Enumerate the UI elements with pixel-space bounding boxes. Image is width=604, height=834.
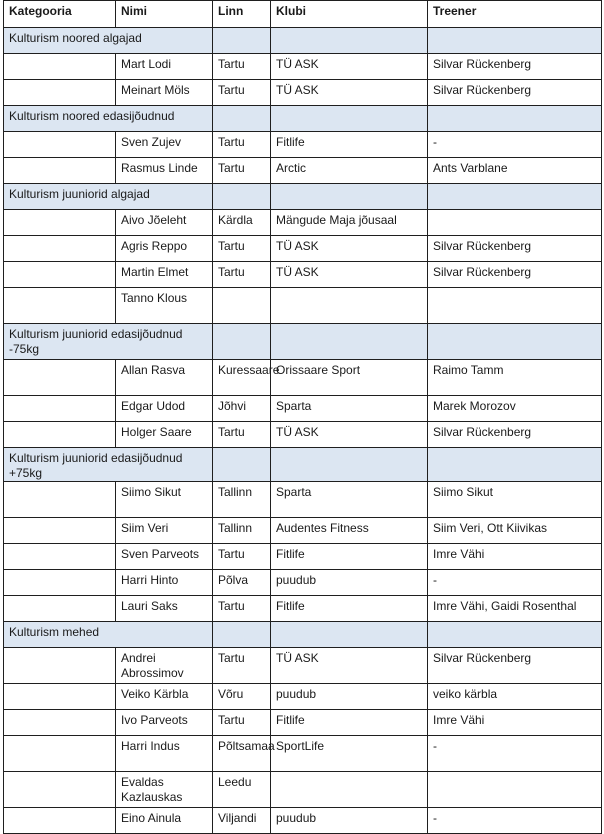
category-blank-cell xyxy=(4,396,116,422)
category-blank-cell xyxy=(4,544,116,570)
category-title: Kulturism juuniorid edasijõudnud +75kg xyxy=(4,448,213,482)
category-blank-cell xyxy=(4,236,116,262)
header-coach: Treener xyxy=(428,1,602,28)
category-row xyxy=(4,106,602,132)
athlete-name-cell: Harri Indus xyxy=(116,736,213,772)
athlete-name-cell: Sven Parveots xyxy=(116,544,213,570)
table-row xyxy=(4,236,602,262)
club-cell: TÜ ASK xyxy=(271,262,428,288)
table-row xyxy=(4,132,602,158)
athlete-name-cell: Allan Rasva xyxy=(116,360,213,396)
club-cell: TÜ ASK xyxy=(271,54,428,80)
athlete-name-cell: Aivo Jõeleht xyxy=(116,210,213,236)
coach-cell: - xyxy=(428,808,602,834)
table-row xyxy=(4,158,602,184)
category-blank-cell xyxy=(4,596,116,622)
category-blank-cell xyxy=(4,422,116,448)
city-cell: Leedu xyxy=(213,772,271,808)
category-blank-cell xyxy=(4,518,116,544)
category-title: Kulturism juuniorid edasijõudnud -75kg xyxy=(4,324,213,360)
header-row xyxy=(4,1,602,28)
category-blank-cell xyxy=(4,210,116,236)
table-row xyxy=(4,288,602,324)
athlete-name-cell: Harri Hinto xyxy=(116,570,213,596)
category-empty-cell xyxy=(428,324,602,360)
coach-cell: Siimo Sikut xyxy=(428,482,602,518)
coach-cell: Silvar Rückenberg xyxy=(428,422,602,448)
category-blank-cell xyxy=(4,54,116,80)
table-row xyxy=(4,360,602,396)
athlete-name-cell: Lauri Saks xyxy=(116,596,213,622)
club-cell: Fitlife xyxy=(271,710,428,736)
athlete-name-cell: Siimo Sikut xyxy=(116,482,213,518)
table-row xyxy=(4,396,602,422)
header-category: Kategooria xyxy=(4,1,116,28)
category-blank-cell xyxy=(4,684,116,710)
coach-cell: Ants Varblane xyxy=(428,158,602,184)
city-cell: Tartu xyxy=(213,132,271,158)
header-name: Nimi xyxy=(116,1,213,28)
club-cell: Sparta xyxy=(271,396,428,422)
table-row xyxy=(4,596,602,622)
category-empty-cell xyxy=(213,324,271,360)
category-title: Kulturism juuniorid algajad xyxy=(4,184,213,210)
club-cell: Fitlife xyxy=(271,132,428,158)
table-row xyxy=(4,808,602,834)
table-row xyxy=(4,80,602,106)
category-empty-cell xyxy=(428,28,602,54)
city-cell: Võru xyxy=(213,684,271,710)
club-cell: Arctic xyxy=(271,158,428,184)
category-empty-cell xyxy=(213,106,271,132)
table-row xyxy=(4,684,602,710)
category-blank-cell xyxy=(4,648,116,684)
athlete-name-cell: Agris Reppo xyxy=(116,236,213,262)
city-cell: Tartu xyxy=(213,648,271,684)
city-cell: Tartu xyxy=(213,80,271,106)
club-cell: TÜ ASK xyxy=(271,80,428,106)
results-body xyxy=(4,28,602,834)
coach-cell: Siim Veri, Ott Kiivikas xyxy=(428,518,602,544)
category-blank-cell xyxy=(4,772,116,808)
club-cell: Mängude Maja jõusaal xyxy=(271,210,428,236)
club-cell: TÜ ASK xyxy=(271,648,428,684)
athlete-name-cell: Eino Ainula xyxy=(116,808,213,834)
coach-cell: - xyxy=(428,132,602,158)
club-cell: Sparta xyxy=(271,482,428,518)
category-empty-cell xyxy=(428,448,602,482)
category-empty-cell xyxy=(271,622,428,648)
category-empty-cell xyxy=(271,448,428,482)
city-cell: Viljandi xyxy=(213,808,271,834)
category-blank-cell xyxy=(4,288,116,324)
category-empty-cell xyxy=(213,622,271,648)
table-row xyxy=(4,648,602,684)
city-cell: Tartu xyxy=(213,54,271,80)
coach-cell: Imre Vähi, Gaidi Rosenthal xyxy=(428,596,602,622)
table-row xyxy=(4,772,602,808)
club-cell: SportLife xyxy=(271,736,428,772)
coach-cell: Marek Morozov xyxy=(428,396,602,422)
city-cell: Jõhvi xyxy=(213,396,271,422)
coach-cell: - xyxy=(428,570,602,596)
category-row xyxy=(4,324,602,360)
city-cell: Tartu xyxy=(213,158,271,184)
category-empty-cell xyxy=(271,28,428,54)
coach-cell: veiko kärbla xyxy=(428,684,602,710)
category-row xyxy=(4,448,602,482)
coach-cell: Silvar Rückenberg xyxy=(428,262,602,288)
category-row xyxy=(4,184,602,210)
athlete-name-cell: Ivo Parveots xyxy=(116,710,213,736)
category-title: Kulturism noored algajad xyxy=(4,28,213,54)
coach-cell: Silvar Rückenberg xyxy=(428,648,602,684)
coach-cell: - xyxy=(428,736,602,772)
athlete-name-cell: Andrei Abrossimov xyxy=(116,648,213,684)
table-row xyxy=(4,544,602,570)
city-cell: Kärdla xyxy=(213,210,271,236)
city-cell: Tallinn xyxy=(213,482,271,518)
category-empty-cell xyxy=(213,184,271,210)
table-row xyxy=(4,210,602,236)
category-empty-cell xyxy=(213,28,271,54)
athlete-name-cell: Edgar Udod xyxy=(116,396,213,422)
category-blank-cell xyxy=(4,482,116,518)
category-title: Kulturism noored edasijõudnud xyxy=(4,106,213,132)
athlete-name-cell: Mart Lodi xyxy=(116,54,213,80)
club-cell: Audentes Fitness xyxy=(271,518,428,544)
club-cell: TÜ ASK xyxy=(271,236,428,262)
city-cell: Tartu xyxy=(213,422,271,448)
category-blank-cell xyxy=(4,736,116,772)
results-table xyxy=(3,0,602,834)
table-row xyxy=(4,54,602,80)
coach-cell xyxy=(428,772,602,808)
athlete-name-cell: Sven Zujev xyxy=(116,132,213,158)
athlete-name-cell: Holger Saare xyxy=(116,422,213,448)
city-cell: Tartu xyxy=(213,236,271,262)
category-blank-cell xyxy=(4,80,116,106)
city-cell: Kuressaare xyxy=(213,360,271,396)
city-cell: Põlva xyxy=(213,570,271,596)
athlete-name-cell: Evaldas Kazlauskas xyxy=(116,772,213,808)
coach-cell: Silvar Rückenberg xyxy=(428,236,602,262)
category-empty-cell xyxy=(271,324,428,360)
club-cell: Orissaare Sport xyxy=(271,360,428,396)
category-blank-cell xyxy=(4,360,116,396)
city-cell: Tartu xyxy=(213,710,271,736)
city-cell: Tartu xyxy=(213,596,271,622)
table-row xyxy=(4,710,602,736)
category-blank-cell xyxy=(4,808,116,834)
club-cell xyxy=(271,772,428,808)
category-blank-cell xyxy=(4,262,116,288)
coach-cell: Silvar Rückenberg xyxy=(428,54,602,80)
header-city: Linn xyxy=(213,1,271,28)
athlete-name-cell: Meinart Möls xyxy=(116,80,213,106)
category-blank-cell xyxy=(4,570,116,596)
coach-cell: Raimo Tamm xyxy=(428,360,602,396)
club-cell xyxy=(271,288,428,324)
category-empty-cell xyxy=(271,184,428,210)
table-row xyxy=(4,736,602,772)
club-cell: puudub xyxy=(271,684,428,710)
city-cell: Põltsamaa xyxy=(213,736,271,772)
table-row xyxy=(4,482,602,518)
coach-cell: Imre Vähi xyxy=(428,710,602,736)
category-empty-cell xyxy=(428,106,602,132)
club-cell: puudub xyxy=(271,808,428,834)
table-row xyxy=(4,518,602,544)
club-cell: Fitlife xyxy=(271,544,428,570)
header-club: Klubi xyxy=(271,1,428,28)
category-empty-cell xyxy=(213,448,271,482)
coach-cell: Silvar Rückenberg xyxy=(428,80,602,106)
city-cell: Tallinn xyxy=(213,518,271,544)
athlete-name-cell: Martin Elmet xyxy=(116,262,213,288)
category-empty-cell xyxy=(428,622,602,648)
category-row xyxy=(4,622,602,648)
coach-cell xyxy=(428,288,602,324)
category-title: Kulturism mehed xyxy=(4,622,213,648)
category-blank-cell xyxy=(4,710,116,736)
city-cell: Tartu xyxy=(213,262,271,288)
athlete-name-cell: Veiko Kärbla xyxy=(116,684,213,710)
coach-cell: Imre Vähi xyxy=(428,544,602,570)
category-empty-cell xyxy=(428,184,602,210)
category-row xyxy=(4,28,602,54)
table-row xyxy=(4,262,602,288)
city-cell: Tartu xyxy=(213,544,271,570)
coach-cell xyxy=(428,210,602,236)
club-cell: TÜ ASK xyxy=(271,422,428,448)
athlete-name-cell: Tanno Klous xyxy=(116,288,213,324)
athlete-name-cell: Siim Veri xyxy=(116,518,213,544)
category-empty-cell xyxy=(271,106,428,132)
city-cell xyxy=(213,288,271,324)
table-row xyxy=(4,422,602,448)
table-row xyxy=(4,570,602,596)
category-blank-cell xyxy=(4,158,116,184)
club-cell: Fitlife xyxy=(271,596,428,622)
athlete-name-cell: Rasmus Linde xyxy=(116,158,213,184)
club-cell: puudub xyxy=(271,570,428,596)
category-blank-cell xyxy=(4,132,116,158)
